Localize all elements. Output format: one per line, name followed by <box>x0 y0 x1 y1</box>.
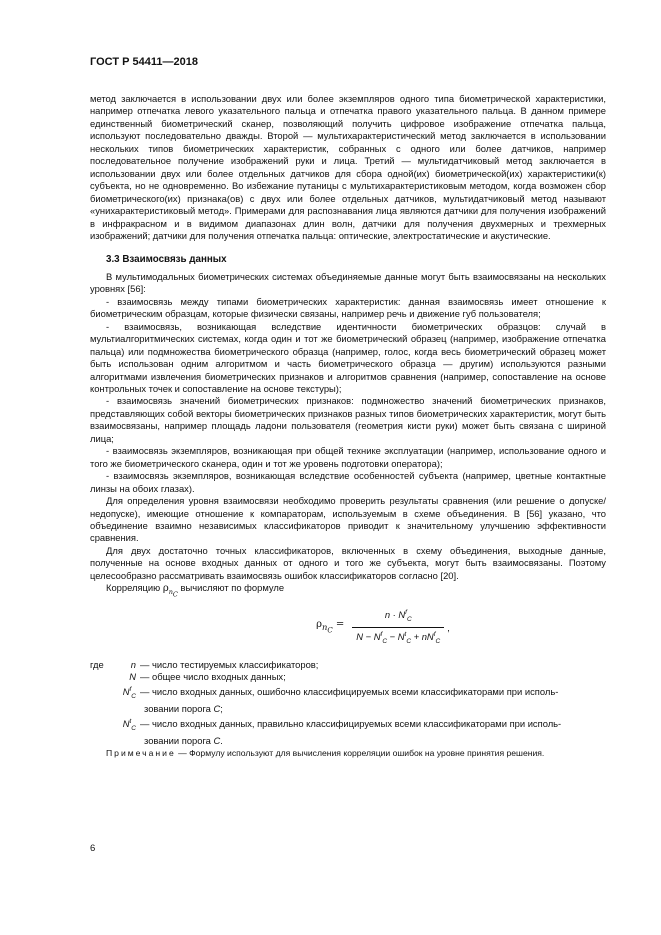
definition-row <box>90 671 606 683</box>
formula-comma: , <box>447 621 450 633</box>
list-item: - взаимосвязь экземпляров, возникающая вследствие особенностей субъекта (например, цветные контактные линзы на обоих глазах). <box>90 470 606 494</box>
definition-row <box>90 716 606 735</box>
definition-symbol: $N^t_C$ <box>122 717 136 732</box>
note-text: — Формулу используют для вычисления корреляции ошибок на уровне принятия решения. <box>175 747 545 758</box>
correlation-intro-after: вычисляют по формуле <box>180 582 285 594</box>
definition-continuation: зовании порога C; <box>144 703 223 715</box>
page-header: ГОСТ Р 54411—2018 <box>90 56 198 68</box>
list-item: - взаимосвязь, возникающая вследствие идентичности биометрических образцов: случай в мультиалгоритмических системах, когда один и тот же биометрический образец (например, изображение отпечатка пальца) или подмножества биометрического образца (например, голос, когда весь биометрический образец может быть использован одним алгоритмом и часть биометрического образца — другим) используются разными алгоритмами извлечения биометрических признаков и алгоритмов сравнения (например, сопоставление на основе контрольных точек и сопоставление на основе текстуры); <box>90 320 606 394</box>
note-label: Примечание <box>106 747 176 758</box>
list-item: - взаимосвязь значений биометрических признаков: подмножество значений биометрических признаков, представляющих собой векторы биометрических признаков разных типов биометрических характеристик, могут быть взаимосвязаны, например площадь ладони пользователя (геометрия кисти руки) может быть связана с шириной лица; <box>90 395 606 444</box>
list-item: - взаимосвязь экземпляров, возникающая при общей технике эксплуатации (например, использование одного и того же биометрического сканера, один и тот же уровень подготовки оператора); <box>90 445 606 469</box>
formula-fraction <box>352 607 444 649</box>
paragraph: Для определения уровня взаимосвязи необходимо проверить результаты сравнения (или решение о допуске/недопуске), имеющие отношение к компараторам, используемым в схеме объединения. В [56] указано, что объединение взаимно независимых классификаторов приводит к значительному улучшению эффективности сравнения. <box>90 495 606 544</box>
list-item: - взаимосвязь между типами биометрических характеристик: данная взаимосвязь имеет отношение к биометрическим образцам, которые физически связаны, например речь и движение губ пользователя; <box>90 295 606 320</box>
where-label: где <box>90 658 104 670</box>
page-number: 6 <box>90 843 96 854</box>
paragraph: Для двух достаточно точных классификаторов, включенных в схему объединения, выходные данные, полученные на основе входных данных от одного и того же субъекта, могут быть взаимосвязаны. Поэтому целесообразно рассматривать взаимосвязь ошибок классификаторов согласно [20]. <box>90 544 606 581</box>
formula-denominator: $N - N^f_C - N^t_C + nN^f_C$ <box>352 627 444 648</box>
definition-symbol: N <box>129 671 136 683</box>
definition-text: — число входных данных, ошибочно классифицируемых всеми классификаторами при исполь- <box>140 685 559 697</box>
definition-text: — общее число входных данных; <box>140 671 286 683</box>
correlation-intro <box>90 582 606 601</box>
section-title: 3.3 Взаимосвязь данных <box>106 254 227 266</box>
definition-text: — число входных данных, правильно классифицируемых всеми классификаторами при исполь- <box>140 717 562 729</box>
paragraph-continuation: метод заключается в использовании двух или более экземпляров одного типа биометрической характеристики, например отпечатка левого указательного пальца и отпечатка правого указательного пальца. В данном примере единственный биометрический сканер, позволяющий получить цифровое изображение отпечатка пальца, используют последовательно дважды. Второй — мультихарактеристический метод заключается в использовании нескольких типов биометрических характеристик, собранных с одного или более датчиков, например последовательное получение изображений руки и лица. Третий — мультидатчиковый метод заключается в использовании двух или более отдельных датчиков для сбора одной(их) биометрической(их) характеристики(к) субъекта, но не одновременно. Во избежание путаницы с мультихарактеристиковым методом, когда возможен сбор биометрического(их) признака(ов) с двух или более отдельных датчиков, мультидатчиковый метод называют «унихарактеристиковый метод». Примерами для распознавания лица являются датчики для получения изображений в инфракрасном и в видимом диапазонах длин волн, датчики для получения двухмерных и трехмерных изображений; датчики для получения отпечатка пальца: оптические, электростатические и акустические. <box>90 93 606 241</box>
correlation-intro-text: Корреляцию <box>106 582 161 594</box>
definition-row <box>90 684 606 703</box>
rho-symbol: $\rho_{n_C}$ <box>162 583 178 599</box>
definition-text: — число тестируемых классификаторов; <box>140 658 319 670</box>
document-body <box>90 93 606 759</box>
definition-symbol: n <box>130 658 136 670</box>
definition-symbol: $N^f_C$ <box>122 685 136 700</box>
definitions-list <box>90 659 606 748</box>
correlation-formula <box>160 607 606 649</box>
formula-lhs: $\rho_{n_C}$ = <box>316 618 345 635</box>
paragraph: В мультимодальных биометрических системах объединяемые данные могут быть взаимосвязаны на нескольких уровнях [56]: <box>90 270 606 295</box>
definition-continuation: зовании порога C. <box>144 735 223 747</box>
formula-numerator: $n \cdot N^f_C$ <box>384 608 412 623</box>
note <box>90 748 606 760</box>
definition-row <box>90 659 606 671</box>
